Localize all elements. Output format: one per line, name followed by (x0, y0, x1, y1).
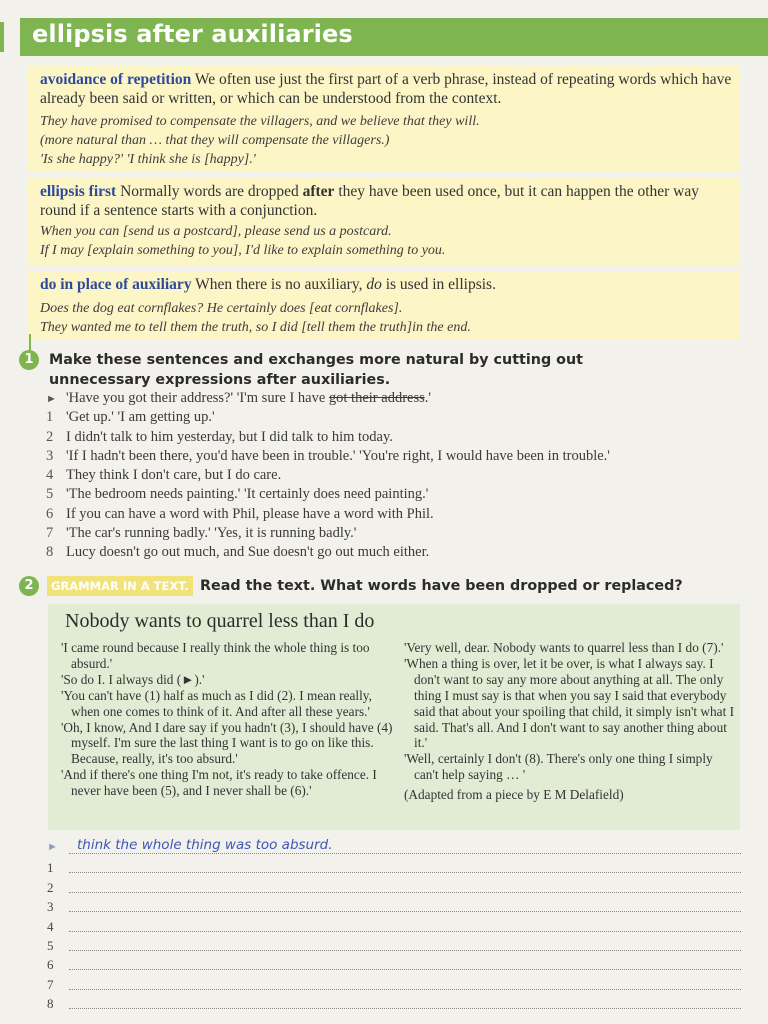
list-item: 6 If you can have a word with Phil, please have a word with Phil. (46, 505, 434, 522)
list-item: 2 I didn't talk to him yesterday, but I did talk to him today. (46, 428, 393, 445)
struck-text: got their address (328, 390, 425, 406)
example-line: They wanted me to tell them the truth, so I did [tell them the truth]in the end. (40, 320, 471, 335)
title-bar (20, 18, 768, 56)
answer-line[interactable] (69, 892, 741, 893)
paragraph: 'So do I. I always did (►).' (61, 671, 205, 687)
example-item: ► 'Have you got their address?' 'I'm sure I have got their address.' (46, 389, 610, 408)
rule-text: do in place of auxiliary When there is no auxiliary, do is used in ellipsis. (40, 276, 496, 293)
answer-line[interactable] (69, 911, 741, 912)
paragraph: 'I came round because I really think the whole thing is too absurd.' (61, 640, 370, 671)
rule-box-do (28, 272, 740, 340)
exercise-1-instruction: Make these sentences and exchanges more natural by cutting out unnecessary expressions after auxiliaries. (49, 352, 584, 388)
example-line: When you can [send us a postcard], please send us a postcard. (40, 224, 392, 239)
answer-example-row (47, 837, 741, 859)
list-item: 3 'If I hadn't been there, you'd have been in trouble.' 'You're right, I would have been in trouble.' (46, 447, 610, 464)
paragraph: 'Oh, I know, And I dare say if you hadn't (3), I should have (4) myself. I'm sure the last thing I want is to go on like this. Because, really, it's too absurd.' (61, 719, 393, 767)
answer-lines (47, 837, 741, 1015)
list-item: 1 'Get up.' 'I am getting up.' (46, 409, 215, 426)
answer-row[interactable]: 2 (47, 879, 741, 898)
rule-text: ellipsis first Normally words are dropped after they have been used once, but it can happen the other way round if a sentence starts with a conjunction. (40, 183, 699, 219)
example-line: They have promised to compensate the villagers, and we believe that they will. (40, 114, 480, 129)
text-column-left (61, 640, 401, 799)
answer-row[interactable]: 5 (47, 937, 741, 956)
example-line: 'Is she happy?' 'I think she is [happy].' (40, 152, 256, 167)
examples (28, 222, 453, 260)
example-line: Does the dog eat cornflakes? He certainly does [eat cornflakes]. (40, 301, 403, 316)
answer-row[interactable]: 4 (47, 918, 741, 937)
list-item: 5 'The bedroom needs painting.' 'It certainly does need painting.' (46, 486, 429, 503)
answer-line[interactable] (69, 1008, 741, 1009)
answer-row[interactable]: 1 (47, 859, 741, 878)
reading-title: Nobody wants to quarrel less than I do (65, 610, 375, 632)
source-note: (Adapted from a piece by E M Delafield) (404, 787, 624, 803)
answer-line[interactable] (69, 872, 741, 873)
list-item: 4 They think I don't care, but I do care. (46, 467, 282, 484)
exercise-number-1: 1 (19, 350, 39, 370)
exercise-number-2: 2 (19, 576, 39, 596)
handwritten-answer: think the whole thing was too absurd. (77, 837, 333, 853)
paragraph: 'You can't have (1) half as much as I did (2). I mean really, when one comes to think of it. And after all these years.' (61, 687, 372, 719)
page-title: ellipsis after auxiliaries (32, 20, 353, 48)
arrow-icon: ► (47, 841, 58, 853)
margin-marker (0, 22, 4, 52)
paragraph: 'Very well, dear. Nobody wants to quarrel less than I do (7).' (404, 640, 724, 655)
list-item: 8 Lucy doesn't go out much, and Sue doesn't go out much either. (46, 544, 430, 561)
rule-text: avoidance of repetition We often use just the first part of a verb phrase, instead of repeating words which have already been said or written, or which can be understood from the context. (40, 71, 732, 107)
rule-term: ellipsis first (40, 183, 117, 200)
reading-text-box (48, 604, 740, 830)
exercise-1-list (46, 389, 610, 563)
rule-term: avoidance of repetition (40, 71, 192, 88)
example-line: If I may [explain something to you], I'd like to explain something to you. (40, 243, 446, 258)
exercise-2-instruction: Read the text. What words have been dropped or replaced? (200, 578, 683, 594)
answer-line[interactable] (69, 931, 741, 932)
answer-line[interactable] (69, 969, 741, 970)
examples (28, 112, 488, 169)
rule-box-ellipsis-first (28, 178, 740, 266)
list-item: 7 'The car's running badly.' 'Yes, it is running badly.' (46, 525, 357, 542)
answer-row[interactable]: 8 (47, 995, 741, 1014)
answer-line[interactable] (69, 989, 741, 990)
answer-row[interactable]: 6 (47, 956, 741, 975)
paragraph: 'And if there's one thing I'm not, it's ready to take offence. I never have been (5), and I never shall be (6).' (61, 767, 377, 799)
answer-row[interactable]: 3 (47, 898, 741, 917)
text-column-right (404, 640, 734, 803)
paragraph: 'When a thing is over, let it be over, is what I always say. I don't want to say any more about anything at all. The only thing I must say is that when you say I said that everybody said that about your spoiling that child, it simply isn't what I said. That's all. And I don't want to say another thing about it.' (404, 655, 735, 751)
examples (28, 299, 479, 337)
answer-line (69, 853, 741, 854)
arrow-icon: ► (46, 393, 57, 405)
example-line: (more natural than … that they will compensate the villagers.) (40, 133, 390, 148)
rule-term: do in place of auxiliary (40, 276, 192, 293)
answer-line[interactable] (69, 950, 741, 951)
answer-row[interactable]: 7 (47, 976, 741, 995)
rule-box-avoidance (28, 66, 740, 172)
paragraph: 'Well, certainly I don't (8). There's only one thing I simply can't help saying … ' (404, 751, 713, 783)
grammar-badge: GRAMMAR IN A TEXT. (47, 576, 193, 596)
